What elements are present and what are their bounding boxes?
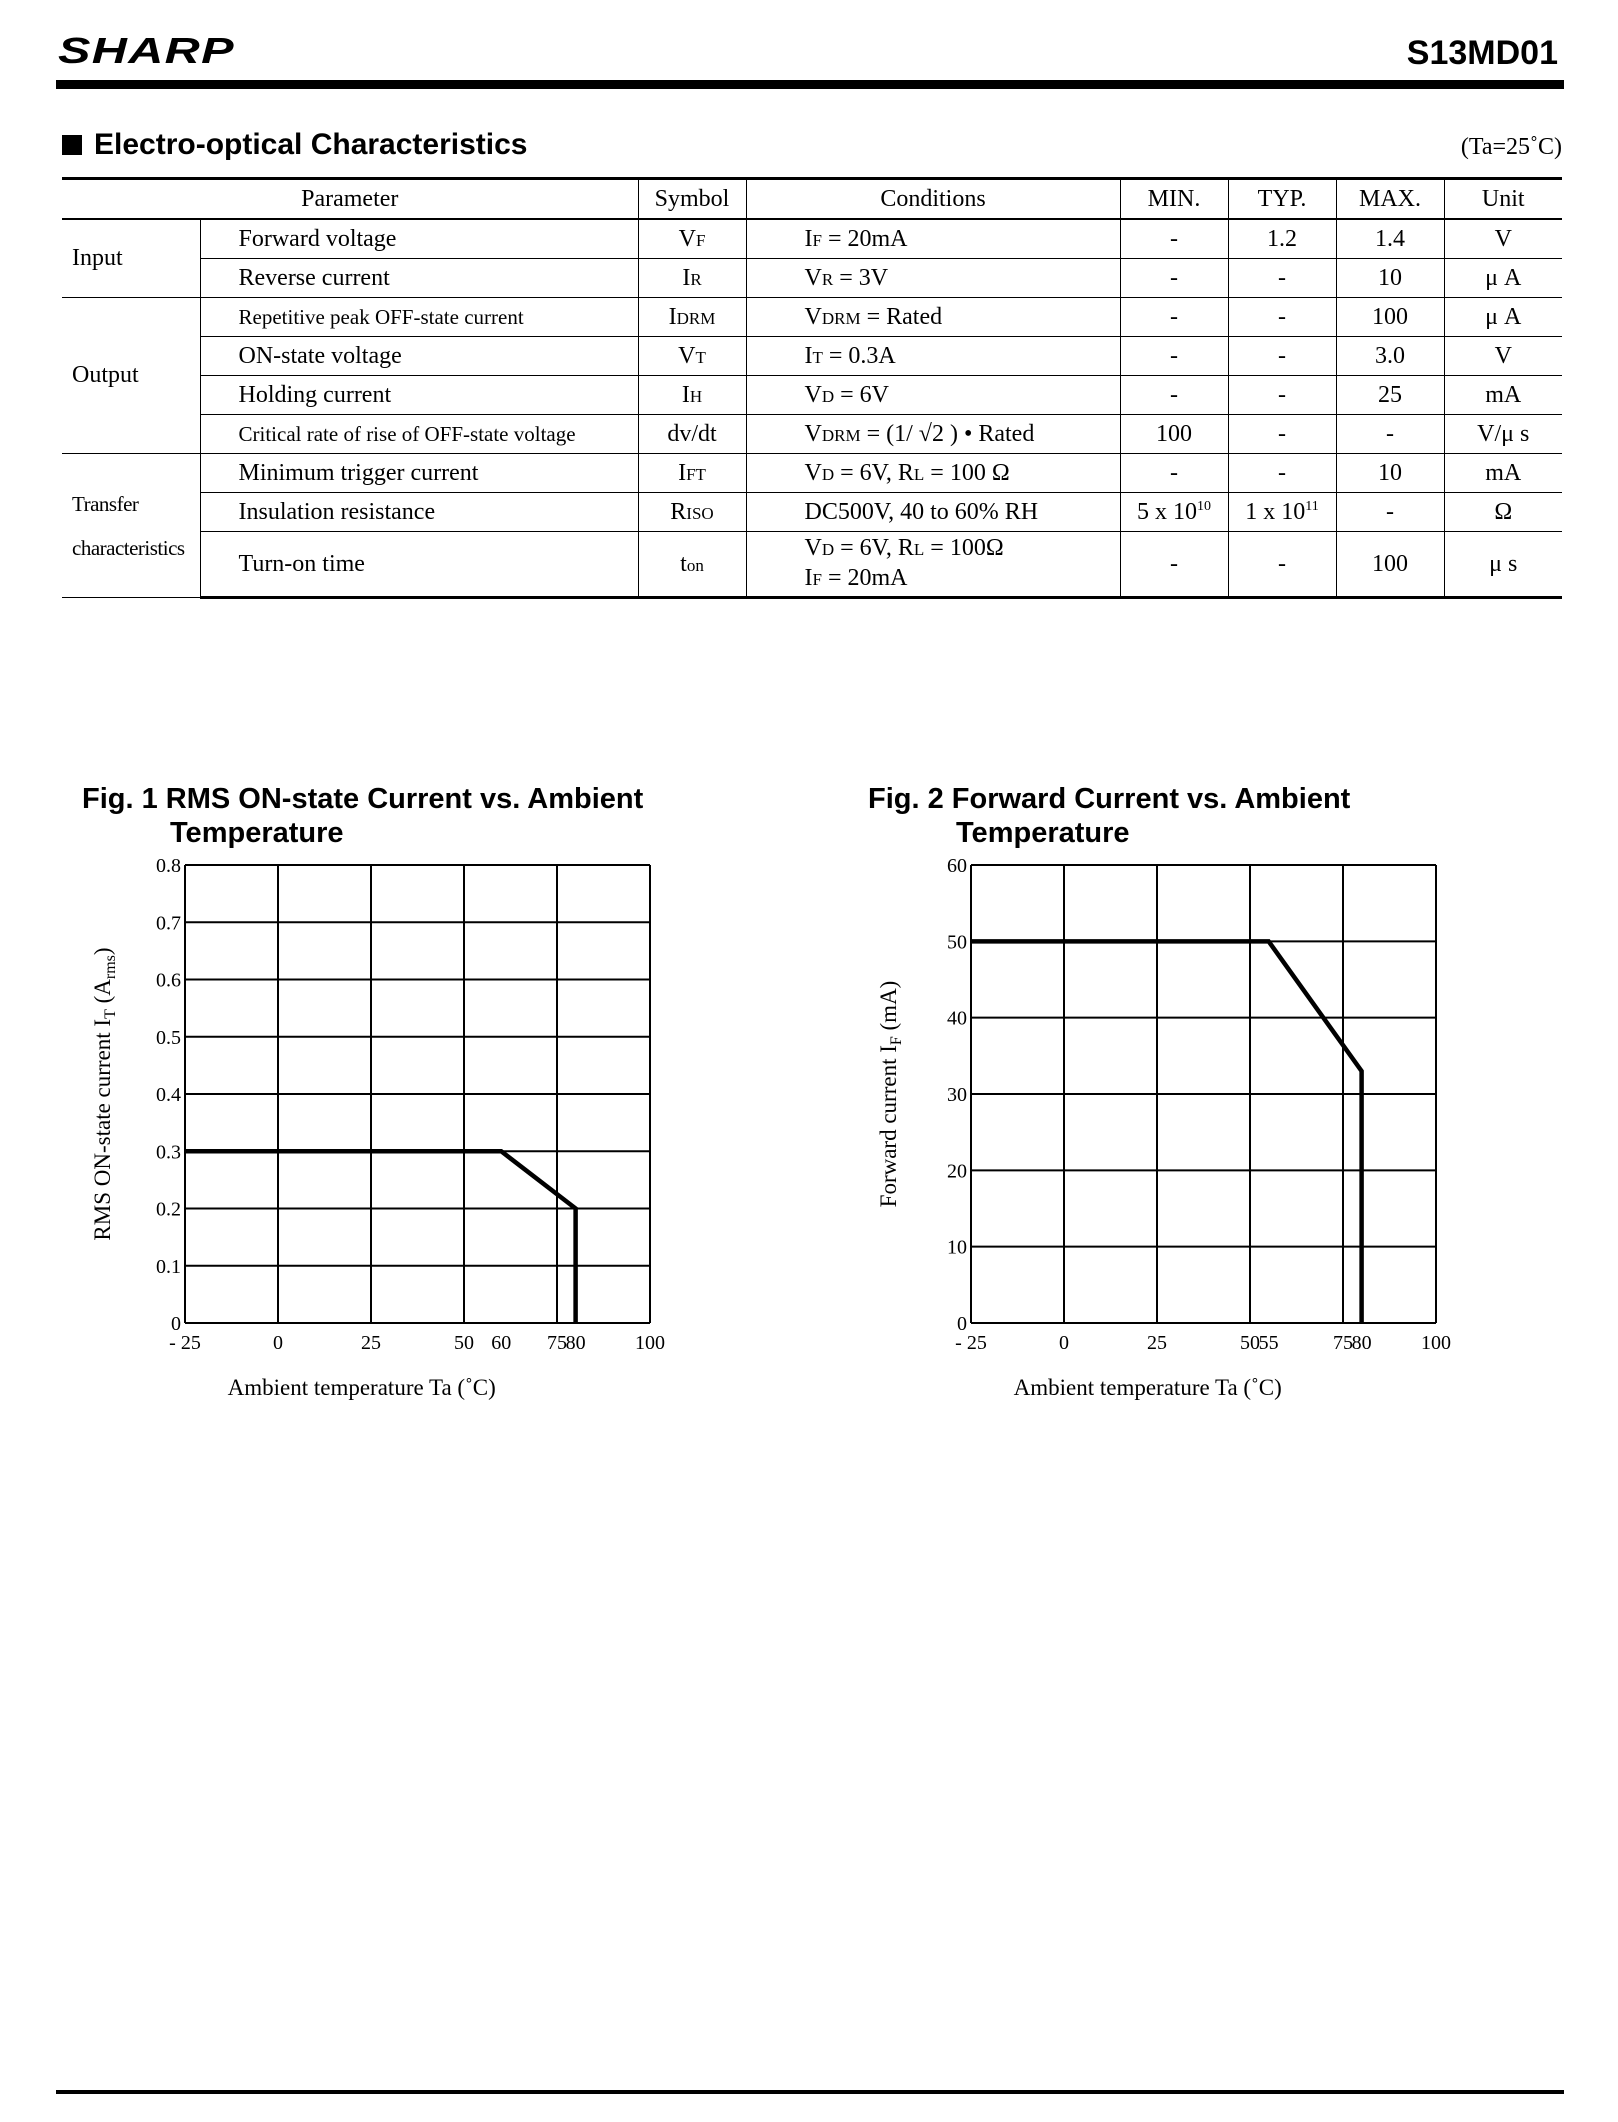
value-exponent: 10 (1197, 498, 1211, 514)
part-number: S13MD01 (1406, 34, 1558, 72)
y-axis-label (90, 947, 119, 1240)
x-axis-label: Ambient temperature Ta (˚C) (227, 1375, 496, 1400)
sharp-logo: SHARP (58, 30, 235, 71)
value-min (1120, 337, 1228, 376)
value-min (1120, 376, 1228, 415)
value-max (1336, 259, 1444, 298)
param-symbol (638, 219, 746, 259)
symbol-subscript: ISO (686, 503, 714, 523)
x-tick-label: 75 (1333, 1332, 1353, 1354)
param-name: Forward voltage (200, 219, 638, 259)
value-typ (1228, 493, 1336, 532)
symbol-main: I (682, 264, 691, 291)
x-tick-label: 100 (635, 1332, 665, 1354)
value-typ (1228, 219, 1336, 259)
temperature-condition: (Ta=25˚C) (1460, 134, 1562, 160)
section-title: Electro-optical Characteristics (94, 128, 528, 161)
value-max (1336, 415, 1444, 454)
value-text: 25 (1378, 381, 1402, 408)
series-line-i_f (971, 941, 1362, 1323)
table-row (62, 219, 1562, 259)
value-text: - (1170, 303, 1178, 330)
table-row (62, 298, 1562, 337)
x-tick-label: 0 (1059, 1332, 1069, 1354)
value-text: 10 (1378, 264, 1402, 291)
value-typ (1228, 532, 1336, 598)
symbol-subscript: R (690, 269, 702, 289)
value-typ (1228, 454, 1336, 493)
param-condition: VD = 6V, RL = 100Ω IF = 20mA (746, 532, 1120, 598)
header-min: MIN. (1120, 179, 1228, 220)
value-exponent: 11 (1305, 498, 1319, 514)
symbol-subscript: T (695, 347, 706, 367)
param-unit: Ω (1444, 493, 1562, 532)
value-typ (1228, 376, 1336, 415)
fig1-title-line1: Fig. 1 RMS ON-state Current vs. Ambient (82, 783, 644, 815)
fig2-title-line2: Temperature (956, 817, 1130, 849)
param-symbol (638, 415, 746, 454)
value-text: 100 (1372, 303, 1408, 330)
table-row (62, 493, 1562, 532)
value-text: - (1278, 342, 1286, 369)
value-max (1336, 493, 1444, 532)
param-unit: mA (1444, 376, 1562, 415)
fig2-title-line1: Fig. 2 Forward Current vs. Ambient (868, 783, 1351, 815)
value-min (1120, 454, 1228, 493)
table-row (62, 415, 1562, 454)
y-tick-label: 60 (947, 855, 967, 877)
value-text: - (1170, 264, 1178, 291)
table-header-row (62, 179, 1562, 220)
symbol-subscript: DRM (676, 308, 716, 328)
x-tick-label: 60 (491, 1332, 512, 1354)
y-axis-label-part: T (102, 1009, 119, 1019)
param-condition: VD = 6V, RL = 100 Ω (746, 454, 1120, 493)
fig1-chart (60, 840, 700, 1410)
y-tick-label: 30 (947, 1084, 967, 1106)
param-name: Minimum trigger current (200, 454, 638, 493)
x-tick-label: 80 (565, 1332, 586, 1354)
param-symbol (638, 298, 746, 337)
value-text: 1 x 10 (1245, 498, 1306, 525)
param-unit: V/μ s (1444, 415, 1562, 454)
y-axis-label-part: (A (90, 979, 115, 1010)
param-condition: IT = 0.3A (746, 337, 1120, 376)
x-tick-label: 0 (273, 1332, 283, 1354)
group-transfer-characteristics (62, 454, 200, 598)
group-label-transfer: Transfer (72, 491, 139, 516)
value-text: 100 (1372, 550, 1408, 577)
value-typ (1228, 298, 1336, 337)
x-tick-label: 80 (1351, 1332, 1372, 1354)
value-max (1336, 376, 1444, 415)
x-tick-label: 75 (547, 1332, 567, 1354)
symbol-subscript: on (686, 555, 704, 575)
value-text: - (1278, 381, 1286, 408)
param-condition: VR = 3V (746, 259, 1120, 298)
param-condition: IF = 20mA (746, 219, 1120, 259)
y-tick-label: 0.6 (156, 969, 181, 992)
param-condition: VDRM = (1/ √2 ) • Rated (746, 415, 1120, 454)
value-text: - (1170, 381, 1178, 408)
section-heading (62, 128, 528, 162)
y-tick-label: 0 (957, 1313, 967, 1335)
param-unit: V (1444, 337, 1562, 376)
value-text: 100 (1156, 420, 1192, 447)
header-conditions: Conditions (746, 179, 1120, 220)
x-tick-label: - 25 (169, 1332, 201, 1354)
param-unit: μ A (1444, 298, 1562, 337)
value-min (1120, 493, 1228, 532)
param-condition: VD = 6V (746, 376, 1120, 415)
symbol-main: I (681, 381, 690, 408)
y-tick-label: 0.4 (156, 1084, 181, 1106)
param-name: Insulation resistance (200, 493, 638, 532)
header-typ: TYP. (1228, 179, 1336, 220)
symbol-subscript: F (695, 230, 706, 250)
group-label-characteristics: characteristics (72, 535, 185, 560)
y-axis-label-part: F (888, 1036, 905, 1046)
param-name: Holding current (200, 376, 638, 415)
symbol-main: I (668, 303, 677, 330)
y-tick-label: 10 (947, 1236, 967, 1259)
value-typ (1228, 259, 1336, 298)
value-text: - (1278, 550, 1286, 577)
footer-rule (56, 2090, 1564, 2094)
header-max: MAX. (1336, 179, 1444, 220)
param-unit: μ s (1444, 532, 1562, 598)
value-min (1120, 298, 1228, 337)
param-condition: VDRM = Rated (746, 298, 1120, 337)
y-tick-label: 0.8 (156, 855, 181, 877)
param-unit: mA (1444, 454, 1562, 493)
value-text: 10 (1378, 459, 1402, 486)
y-axis-label-part: rms (102, 955, 119, 980)
symbol-main: t (680, 550, 687, 577)
fig1-title-line2: Temperature (170, 817, 344, 849)
value-text: - (1170, 342, 1178, 369)
param-name: Turn-on time (200, 532, 638, 598)
header-symbol: Symbol (638, 179, 746, 220)
header-unit: Unit (1444, 179, 1562, 220)
x-tick-label: 50 (1240, 1332, 1260, 1354)
value-text: - (1170, 225, 1178, 252)
param-name: ON-state voltage (200, 337, 638, 376)
group-output: Output (62, 298, 200, 454)
param-symbol (638, 337, 746, 376)
y-tick-label: 0.2 (156, 1198, 181, 1221)
x-tick-label: 25 (1147, 1332, 1167, 1354)
value-min (1120, 259, 1228, 298)
value-text: 1.4 (1375, 225, 1405, 252)
param-symbol (638, 376, 746, 415)
value-min (1120, 532, 1228, 598)
symbol-main: R (670, 498, 687, 525)
y-tick-label: 0.3 (156, 1141, 181, 1164)
symbol-main: V (678, 225, 696, 252)
fig2-chart (846, 840, 1486, 1410)
y-axis-label (876, 981, 905, 1208)
param-name: Critical rate of rise of OFF-state voltage (200, 415, 638, 454)
table-row (62, 454, 1562, 493)
param-name: Reverse current (200, 259, 638, 298)
y-axis-label-part: ) (90, 947, 115, 956)
x-tick-label: 55 (1258, 1332, 1279, 1354)
symbol-main: I (678, 459, 687, 486)
table-row (62, 532, 1562, 598)
x-tick-label: 25 (361, 1332, 381, 1354)
bullet-square-icon (62, 135, 82, 155)
y-axis-label-part: (mA) (876, 980, 901, 1037)
value-max (1336, 532, 1444, 598)
param-name: Repetitive peak OFF-state current (200, 298, 638, 337)
y-tick-label: 0 (171, 1313, 181, 1335)
symbol-subscript: FT (686, 464, 706, 484)
value-min (1120, 415, 1228, 454)
param-symbol (638, 454, 746, 493)
value-text: - (1386, 498, 1394, 525)
value-text: - (1278, 264, 1286, 291)
value-text: - (1386, 420, 1394, 447)
y-tick-label: 0.5 (156, 1026, 181, 1049)
param-condition: DC500V, 40 to 60% RH (746, 493, 1120, 532)
value-max (1336, 454, 1444, 493)
param-symbol (638, 259, 746, 298)
symbol-subscript: H (689, 386, 703, 406)
header-rule (56, 80, 1564, 89)
value-text: - (1278, 420, 1286, 447)
x-tick-label: 100 (1421, 1332, 1451, 1354)
value-text: - (1170, 550, 1178, 577)
value-text: 1.2 (1267, 225, 1297, 252)
value-text: - (1278, 459, 1286, 486)
electro-optical-table (62, 177, 1562, 599)
header-parameter: Parameter (62, 179, 638, 220)
table-row (62, 337, 1562, 376)
table-row (62, 259, 1562, 298)
value-text: - (1278, 303, 1286, 330)
y-axis-label-part: Forward current I (876, 1045, 901, 1208)
x-axis-label: Ambient temperature Ta (˚C) (1013, 1375, 1282, 1400)
group-input: Input (62, 219, 200, 298)
param-symbol (638, 532, 746, 598)
value-text: - (1170, 459, 1178, 486)
value-max (1336, 337, 1444, 376)
symbol-main: V (678, 342, 696, 369)
value-max (1336, 298, 1444, 337)
y-tick-label: 0.7 (156, 912, 181, 935)
table-row (62, 376, 1562, 415)
value-text: 5 x 10 (1137, 498, 1197, 525)
y-tick-label: 0.1 (156, 1255, 181, 1278)
value-min (1120, 219, 1228, 259)
value-typ (1228, 337, 1336, 376)
param-unit: μ A (1444, 259, 1562, 298)
value-text: 3.0 (1375, 342, 1405, 369)
series-line-i_t (185, 1151, 576, 1323)
value-typ (1228, 415, 1336, 454)
y-tick-label: 20 (947, 1160, 967, 1183)
value-max (1336, 219, 1444, 259)
y-tick-label: 40 (947, 1007, 967, 1030)
param-symbol (638, 493, 746, 532)
param-unit: V (1444, 219, 1562, 259)
symbol-main: dv/dt (667, 420, 717, 447)
y-axis-label-part: RMS ON-state current I (90, 1018, 115, 1241)
x-tick-label: 50 (454, 1332, 474, 1354)
x-tick-label: - 25 (955, 1332, 987, 1354)
y-tick-label: 50 (947, 931, 967, 954)
